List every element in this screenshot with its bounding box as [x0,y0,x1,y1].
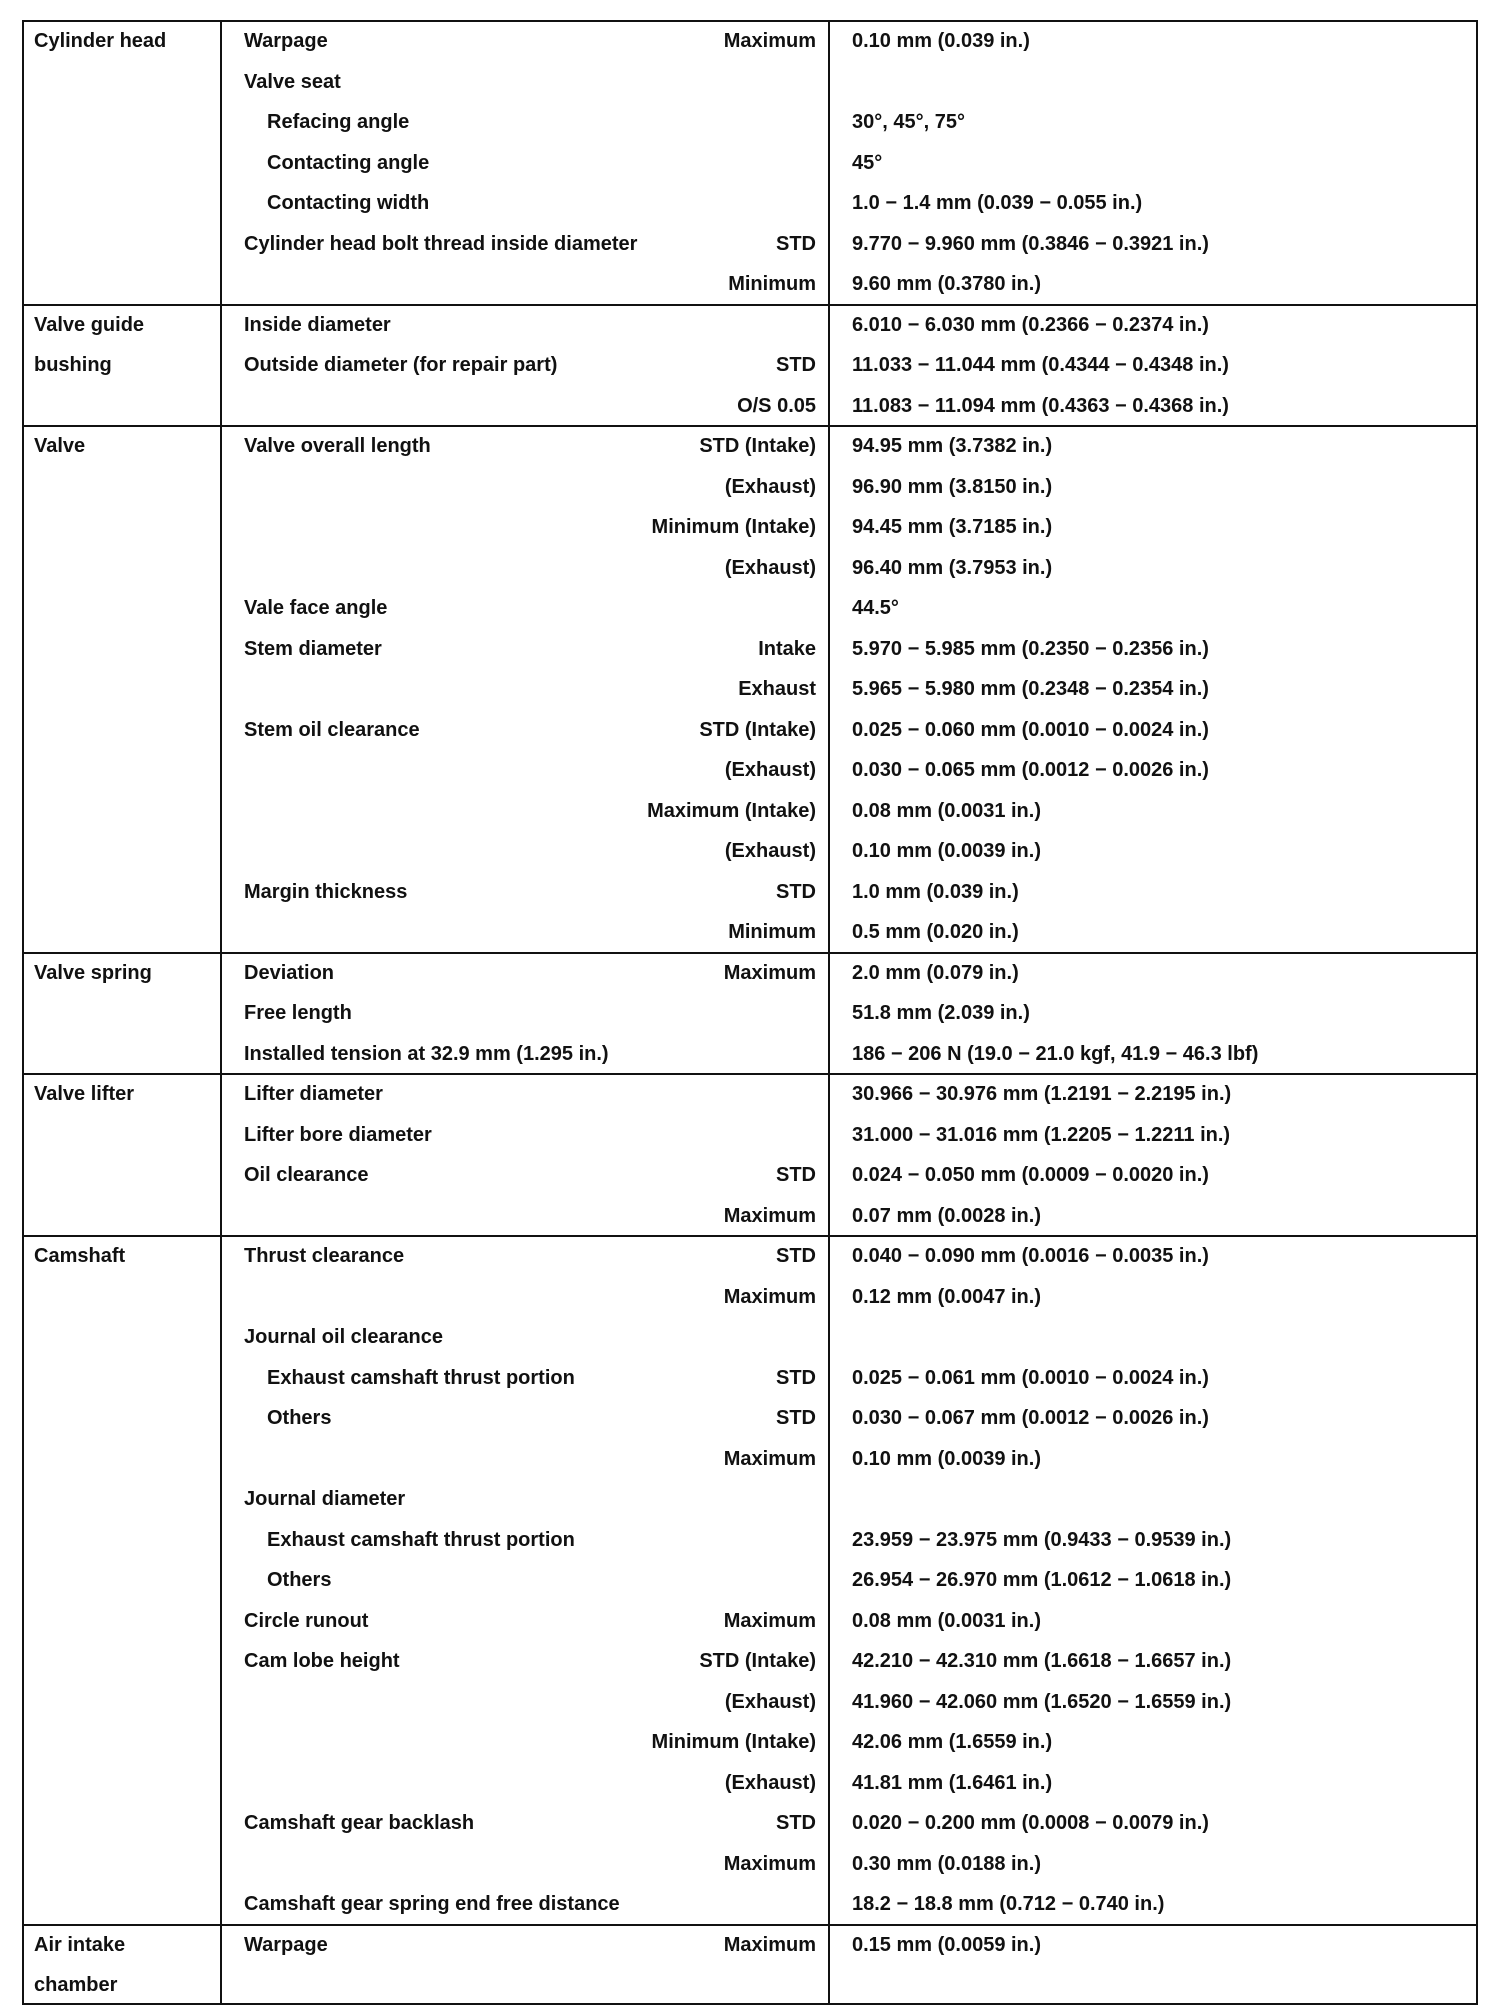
spec-condition: Maximum [723,1609,816,1632]
spec-item: Journal diameter [244,1488,406,1510]
spec-section [22,1073,1478,1235]
spec-value: 11.083 − 11.094 mm (0.4363 − 0.4368 in.) [852,394,1229,417]
spec-value: 94.45 mm (3.7185 in.) [852,516,1053,538]
spec-condition: STD [776,232,816,255]
spec-item: Others [267,1407,332,1429]
component-name: Valve guide [34,313,145,336]
spec-value: 18.2 − 18.8 mm (0.712 − 0.740 in.) [852,1893,1165,1915]
component-name: Camshaft [34,1245,126,1267]
spec-value: 0.020 − 0.200 mm (0.0008 − 0.0079 in.) [852,1812,1209,1834]
spec-item: Cam lobe height [244,1650,400,1672]
spec-condition: (Exhaust) [724,1690,816,1713]
spec-item: Camshaft gear spring end free distance [244,1893,620,1915]
spec-condition: Minimum (Intake) [651,1731,816,1753]
spec-condition: Intake [758,637,816,660]
spec-item: Contacting angle [267,151,430,174]
spec-condition: (Exhaust) [724,556,816,579]
spec-value: 42.06 mm (1.6559 in.) [852,1731,1053,1753]
spec-section [22,304,1478,426]
spec-item: Stem oil clearance [244,718,420,741]
spec-condition: O/S 0.05 [737,394,816,417]
spec-item: Refacing angle [267,111,410,133]
spec-condition: STD [776,1407,816,1429]
spec-section [22,952,1478,1074]
spec-condition: STD [776,1812,816,1834]
spec-value: 45° [852,151,883,174]
spec-value: 0.040 − 0.090 mm (0.0016 − 0.0035 in.) [852,1245,1209,1267]
spec-condition: Exhaust [738,678,816,700]
spec-condition: STD [776,1164,816,1186]
spec-value: 0.5 mm (0.020 in.) [852,921,1019,943]
spec-item: Thrust clearance [244,1245,405,1267]
spec-condition: Minimum (Intake) [651,516,816,538]
component-name: Cylinder head [34,30,167,52]
spec-value: 23.959 − 23.975 mm (0.9433 − 0.9539 in.) [852,1528,1232,1551]
spec-condition: STD [776,354,816,376]
spec-item: Warpage [244,30,328,52]
component-name: chamber [34,1974,118,1996]
spec-value: 0.10 mm (0.039 in.) [852,30,1030,52]
spec-condition: Minimum [728,921,816,943]
spec-item: Camshaft gear backlash [244,1812,475,1834]
spec-value: 6.010 − 6.030 mm (0.2366 − 0.2374 in.) [852,313,1209,336]
spec-value: 41.81 mm (1.6461 in.) [852,1771,1053,1794]
spec-item: Outside diameter (for repair part) [244,354,558,376]
spec-item: Oil clearance [244,1164,369,1186]
spec-value: 0.024 − 0.050 mm (0.0009 − 0.0020 in.) [852,1164,1209,1186]
spec-section [22,1235,1478,1924]
spec-condition: Maximum [723,1852,816,1875]
spec-value: 0.10 mm (0.0039 in.) [852,1447,1041,1470]
spec-table [22,20,1478,2012]
spec-value: 186 − 206 N (19.0 − 21.0 kgf, 41.9 − 46.3 lbf) [852,1042,1259,1065]
spec-item: Exhaust camshaft thrust portion [267,1366,575,1389]
spec-value: 5.965 − 5.980 mm (0.2348 − 0.2354 in.) [852,678,1209,700]
spec-condition: (Exhaust) [724,840,816,862]
component-name: Valve spring [34,961,152,984]
spec-value: 1.0 − 1.4 mm (0.039 − 0.055 in.) [852,192,1143,214]
component-name: Air intake [34,1933,126,1956]
spec-condition: STD [776,1245,816,1267]
spec-item: Others [267,1569,332,1591]
spec-value: 2.0 mm (0.079 in.) [852,961,1019,984]
spec-item: Warpage [244,1933,328,1956]
spec-value: 0.030 − 0.067 mm (0.0012 − 0.0026 in.) [852,1407,1209,1429]
spec-condition: Maximum [723,961,816,984]
spec-value: 30°, 45°, 75° [852,111,965,133]
spec-value: 44.5° [852,597,899,619]
spec-item: Free length [244,1002,352,1024]
spec-condition: Maximum [723,1447,816,1470]
spec-section [22,1924,1478,2005]
spec-condition: STD (Intake) [699,718,816,741]
component-name: Valve lifter [34,1083,135,1105]
spec-value: 0.030 − 0.065 mm (0.0012 − 0.0026 in.) [852,759,1209,781]
spec-value: 96.90 mm (3.8150 in.) [852,475,1053,498]
spec-item: Lifter bore diameter [244,1123,432,1146]
spec-value: 0.30 mm (0.0188 in.) [852,1852,1041,1875]
spec-value: 0.10 mm (0.0039 in.) [852,840,1041,862]
spec-condition: STD [776,1366,816,1389]
spec-condition: STD (Intake) [699,1650,816,1672]
spec-condition: Maximum [723,30,816,52]
spec-section [22,20,1478,304]
spec-value: 0.025 − 0.061 mm (0.0010 − 0.0024 in.) [852,1366,1209,1389]
spec-item: Exhaust camshaft thrust portion [267,1528,575,1551]
spec-value: 0.12 mm (0.0047 in.) [852,1285,1041,1308]
spec-value: 96.40 mm (3.7953 in.) [852,556,1053,579]
spec-item: Lifter diameter [244,1083,383,1105]
spec-item: Contacting width [267,192,430,214]
spec-item: Margin thickness [244,880,408,903]
spec-item: Stem diameter [244,637,382,660]
spec-item: Deviation [244,961,335,984]
spec-item: Valve overall length [244,435,431,457]
spec-item: Cylinder head bolt thread inside diameter [244,232,638,255]
spec-value: 0.15 mm (0.0059 in.) [852,1933,1041,1956]
spec-value: 9.770 − 9.960 mm (0.3846 − 0.3921 in.) [852,232,1209,255]
spec-item: Installed tension at 32.9 mm (1.295 in.) [244,1042,609,1065]
spec-item: Vale face angle [244,597,388,619]
spec-value: 1.0 mm (0.039 in.) [852,880,1019,903]
spec-value: 9.60 mm (0.3780 in.) [852,273,1041,295]
spec-item: Journal oil clearance [244,1326,443,1348]
spec-value: 30.966 − 30.976 mm (1.2191 − 2.2195 in.) [852,1083,1232,1105]
component-name: Valve [34,435,86,457]
spec-condition: (Exhaust) [724,1771,816,1794]
spec-value: 0.08 mm (0.0031 in.) [852,799,1041,822]
spec-condition: Maximum [723,1933,816,1956]
spec-item: Valve seat [244,70,341,93]
spec-item: Circle runout [244,1609,369,1632]
spec-condition: (Exhaust) [724,475,816,498]
spec-section [22,425,1478,952]
spec-condition: STD (Intake) [699,435,816,457]
spec-condition: Maximum (Intake) [647,799,816,822]
spec-value: 0.025 − 0.060 mm (0.0010 − 0.0024 in.) [852,718,1209,741]
spec-value: 94.95 mm (3.7382 in.) [852,435,1053,457]
spec-value: 11.033 − 11.044 mm (0.4344 − 0.4348 in.) [852,354,1229,376]
spec-condition: Maximum [723,1204,816,1227]
spec-condition: Minimum [728,273,816,295]
spec-value: 0.08 mm (0.0031 in.) [852,1609,1041,1632]
spec-condition: Maximum [723,1285,816,1308]
spec-item: Inside diameter [244,313,391,336]
spec-condition: (Exhaust) [724,759,816,781]
spec-value: 42.210 − 42.310 mm (1.6618 − 1.6657 in.) [852,1650,1232,1672]
spec-value: 26.954 − 26.970 mm (1.0612 − 1.0618 in.) [852,1569,1232,1591]
spec-condition: STD [776,880,816,903]
spec-value: 31.000 − 31.016 mm (1.2205 − 1.2211 in.) [852,1123,1231,1146]
spec-value: 51.8 mm (2.039 in.) [852,1002,1030,1024]
component-name: bushing [34,354,112,376]
spec-value: 5.970 − 5.985 mm (0.2350 − 0.2356 in.) [852,637,1209,660]
spec-value: 0.07 mm (0.0028 in.) [852,1204,1041,1227]
spec-value: 41.960 − 42.060 mm (1.6520 − 1.6559 in.) [852,1690,1232,1713]
